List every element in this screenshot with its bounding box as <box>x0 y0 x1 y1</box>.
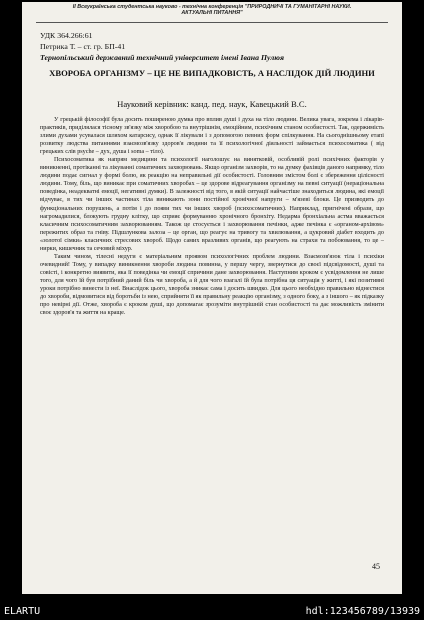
conference-header <box>22 4 402 16</box>
repository-name: ELARTU <box>4 606 41 617</box>
page-number: 45 <box>372 562 380 571</box>
scientific-supervisor: Науковий керівник: канд. пед. наук, Кавецький В.С. <box>117 99 307 109</box>
university-name: Тернопільський державний технічний університет імені Івана Пулюя <box>40 53 284 62</box>
header-divider <box>36 22 388 23</box>
article-title: ХВОРОБА ОРГАНІЗМУ – ЦЕ НЕ ВИПАДКОВІСТЬ, А НАСЛІДОК ДІЙ ЛЮДИНИ <box>49 68 375 78</box>
conference-header-line-1: II Всеукраїнська студентська науково - технічна конференція "ПРИРОДНИЧІ ТА ГУМАНІТАРНІ НАУКИ. <box>72 4 352 10</box>
conference-header-line-2: АКТУАЛЬНІ ПИТАННЯ" <box>181 10 243 17</box>
author-line: Петрика Т. – ст. гр. БП-41 <box>40 42 126 51</box>
paragraph-1: У грецькій філософії була досить поширеною думка про вплив душі і духа на тіло людини. Велика увага, зокрема і лікарів-практиків, приділялася тісному зв'язку між хворобою та внутрішнім, емоційним, психічним станом особистості. Так, одержимість злими духами усувалася шляхом катарсису, однак її лікували і з допомогою певних форм спілкування. На сьогоднішньому етапі розвитку людства питаннями взаємозв'язку здоров'я людини та її психологічної діяльності займається психосоматика ( від грецьких слів psyche – дух, душа і soma – тіло). <box>40 117 384 156</box>
handle-identifier[interactable]: hdl:123456789/13939 <box>305 606 420 617</box>
document-page <box>22 2 402 594</box>
article-body <box>40 116 384 317</box>
paragraph-3: Таким чином, тілесні недуги є матеріальним проявом психологічних проблем людини. Взаємозв'язок тіла і психіки очевидний! Тому, у випадку виникнення хвороби людина повинна, у першу чергу, звернутися до своєї підсвідомості, душі та совісті, і конкретно виявити, яка її поведінка чи емоції спричини дане захворювання. Наступним кроком є усвідомлення не лише того, для чого їй був потрібний даний біль чи хвороба, а й для чого взагалі їй була потрібна ця ситуація у житті, і які позитивні уроки потрібно винести із неї. Внаслідок цього, хвороба зникає сама і досить швидко. Для цього необхідно правильно віднестися до хвороби, відмовитися від боротьби із нею, сприйняти її як правильну реакцію організму, з одного боку, а з іншого – як підказку про невірні дії. Отже, хвороба є кроком душі, що допомагає зрозуміти внутрішній стан особистості та дає можливість змінити своє здоров'я та життя на краще. <box>40 253 384 317</box>
paragraph-2: Психосоматика як напрям медицини та психології наголошує на винятковій, особливій ролі психічних факторів у виникненні, протіканні та лікуванні соматичних захворювань. Якщо організм захворів, то на думку фахівців даного напрямку, тіло людини подає сигнал у формі болю, як реакцію на неправильні дії особистості. Головним змістом болі є збереження цілісності людини. Тому, біль, що виникає при соматичних хворобах – це здорове відреагування організму на певні ситуації (нераціональна поведінка, неадекватні емоції, негативні думки). В залежності від того, в якій ситуації найчастіше знаходиться людина, які емоції відчуває, в тих чи інших частинах тіла виникають зони постійної хронічної напруги – м'язеві блоки. Це призводить до функціональних порушень, а потім і до появи тих чи інших хвороб (психосоматичних). Наприклад, пригнічені образи, що нагромадилися, блокують грудну клітку, що сприяє формуванню хронічного бронхіту. Недарма бронхіальна астма вважається класичним психосоматичним захворюванням. Також це стосується і захворювання печінки, адже печінка є «органом-архівом» пережитих образ та гніву. Підшлункова залоза – це орган, що реагує на тривогу та хвилювання, а цукровий діабет входить до «золотої сімки» класичних стресових хвороб. Щодо самих вразливих органів, що реагують на страхи та побоювання, то це – нирки, кишечник та сечовий міхур. <box>40 157 384 252</box>
udc-code: УДК 364.266:61 <box>40 31 93 40</box>
